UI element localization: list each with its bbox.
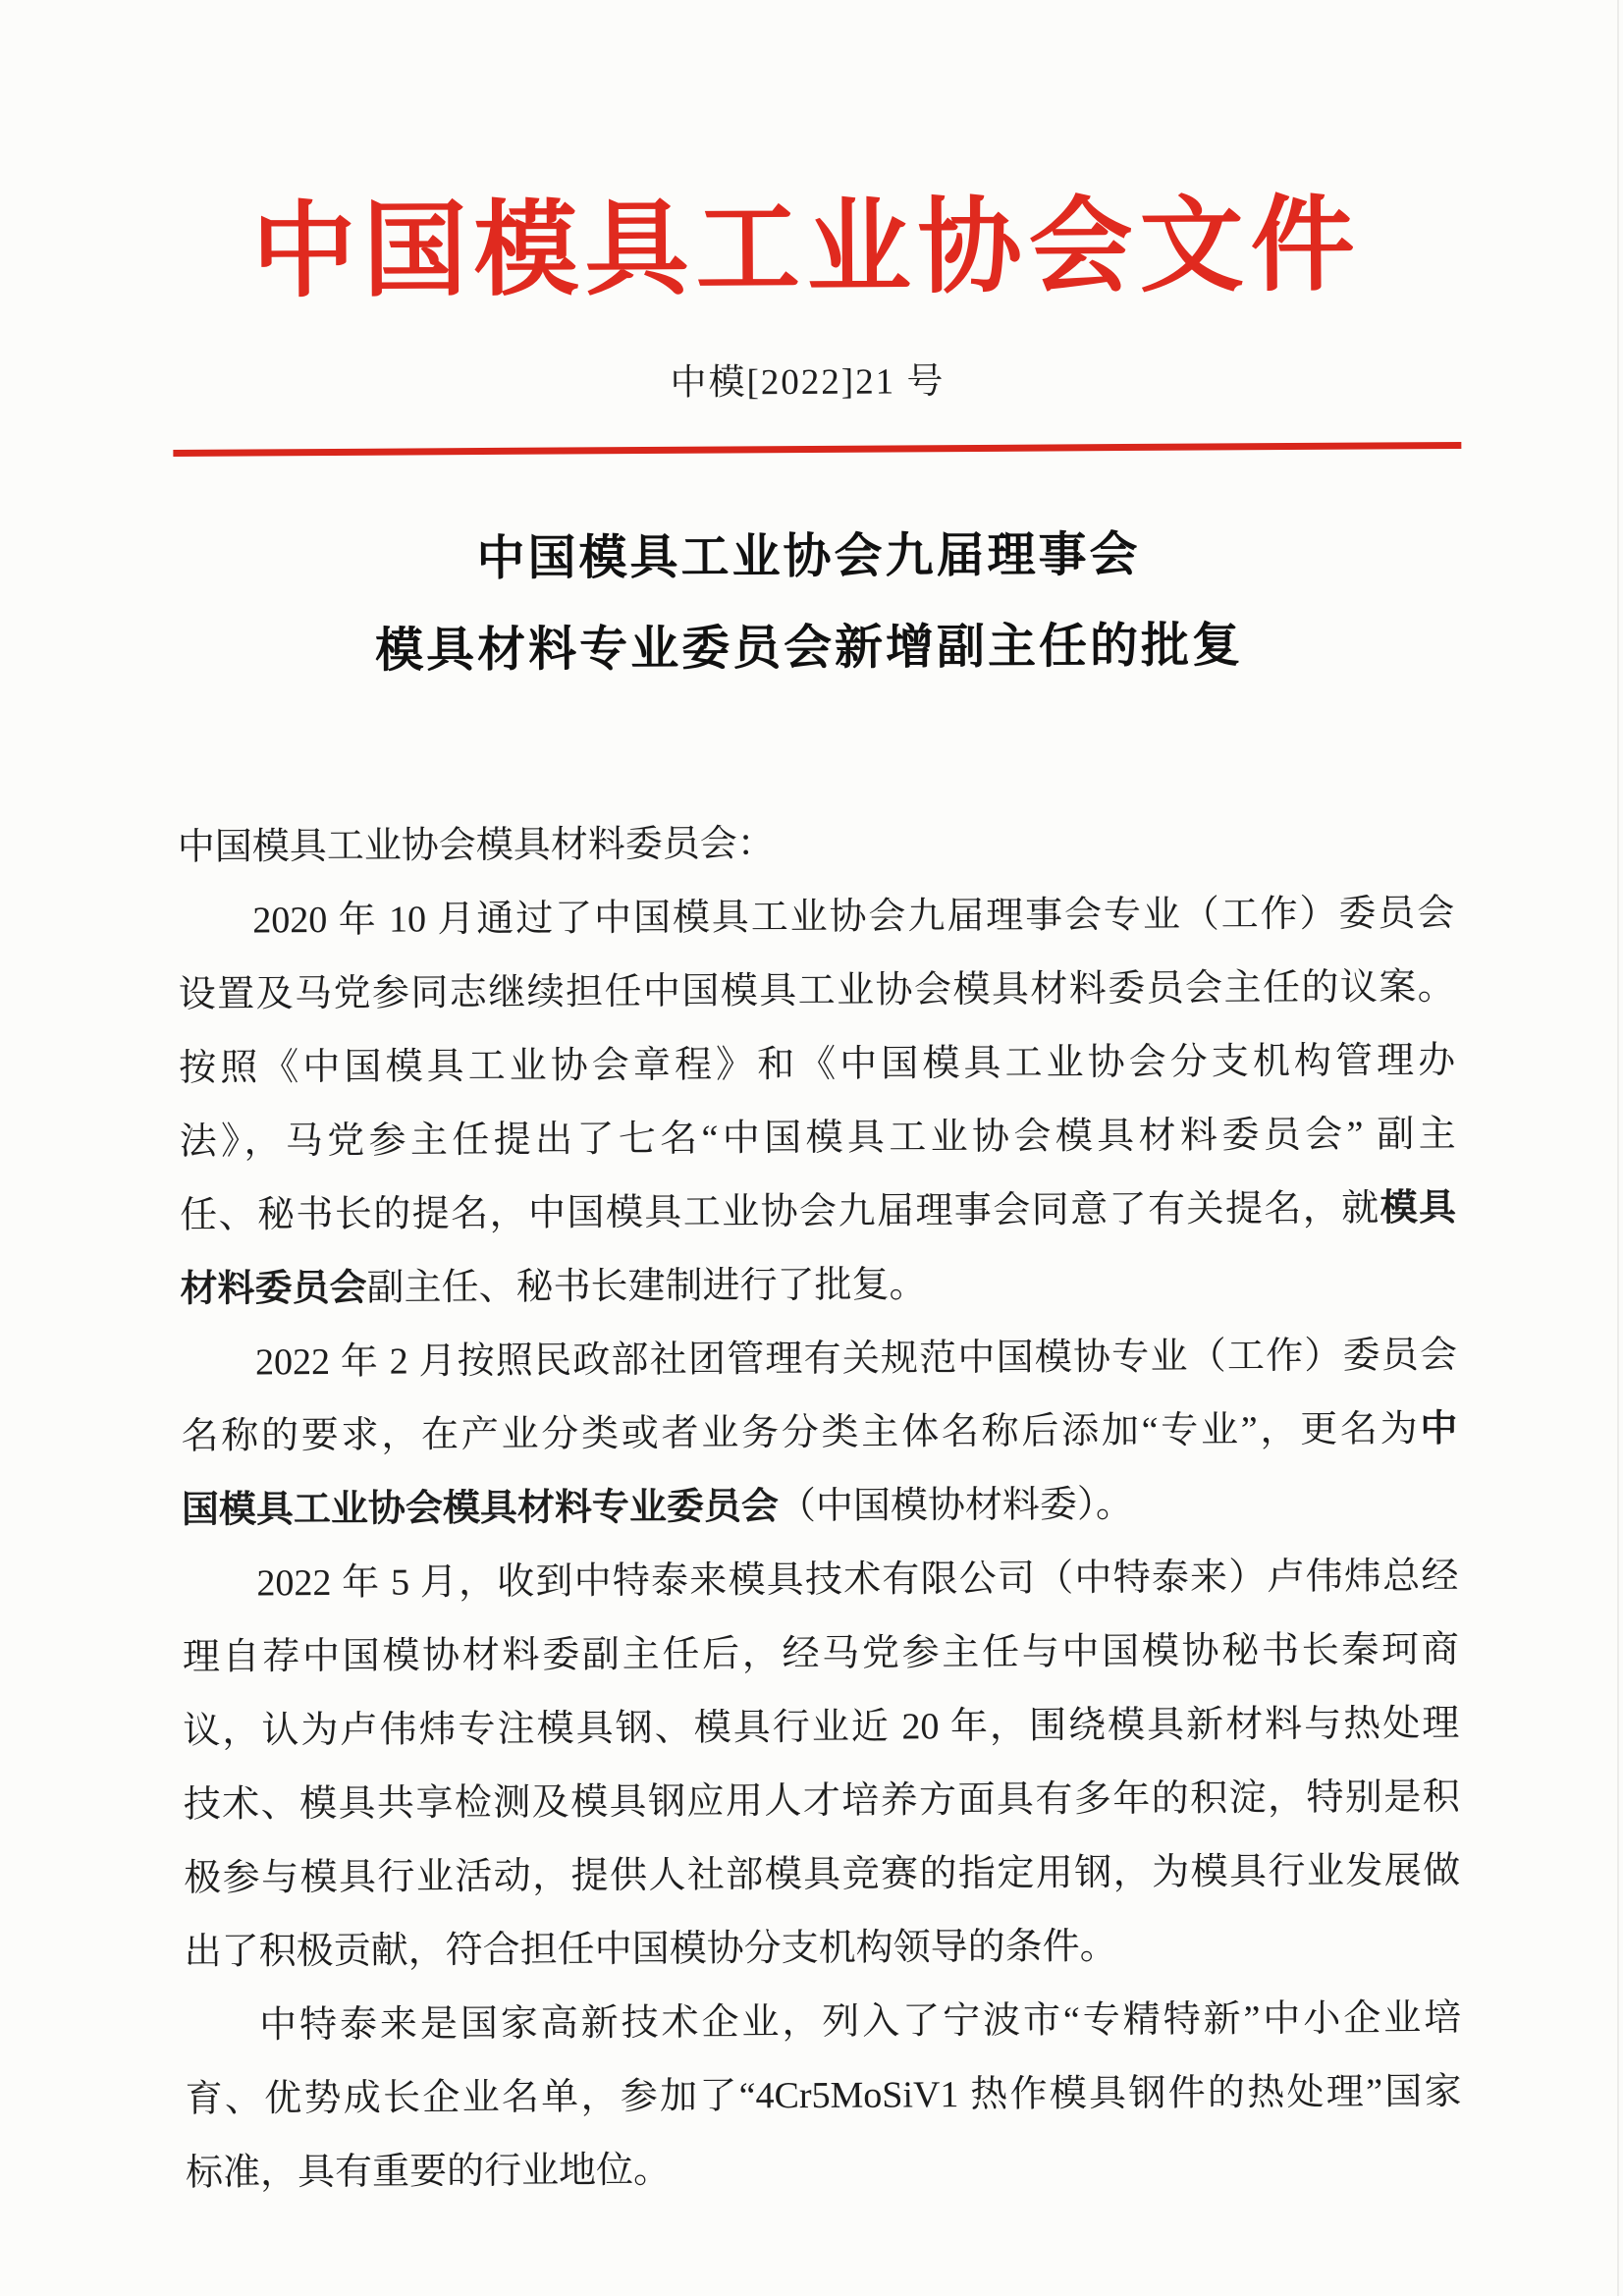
body-line — [185, 2055, 1461, 2137]
bold-text-run: 中 — [1420, 1407, 1458, 1450]
body-line — [184, 1834, 1460, 1916]
text-run: 名称的要求，在产业分类或者业务分类主体名称后添加“专业”，更名为 — [181, 1408, 1421, 1457]
text-run: 极参与模具行业活动，提供人社部模具竞赛的指定用钢，为模具行业发展做 — [184, 1849, 1461, 1899]
text-run: 按照《中国模具工业协会章程》和《中国模具工业协会分支机构管理办 — [179, 1039, 1456, 1089]
paragraph — [185, 1982, 1462, 2211]
body-line — [181, 1319, 1457, 1400]
body-line — [179, 1098, 1455, 1179]
body-line — [182, 1540, 1458, 1621]
bold-text-run: 材料委员会 — [180, 1267, 367, 1310]
text-run: （中国模协材料委）。 — [778, 1484, 1134, 1528]
paragraph — [178, 877, 1457, 1327]
text-run: 育、优势成长企业名单，参加了“4Cr5MoSiV1 热作模具钢件的热处理”国家 — [185, 2070, 1462, 2120]
body-line — [179, 951, 1455, 1032]
text-run: 设置及马党参同志继续担任中国模具工业协会模具材料委员会主任的议案。 — [178, 965, 1455, 1015]
body-line — [184, 1761, 1460, 1842]
text-run: 议，认为卢伟炜专注模具钢、模具行业近 20 年，围绕模具新材料与热处理 — [183, 1702, 1460, 1752]
body-line — [185, 1982, 1461, 2063]
body-line — [182, 1466, 1458, 1548]
letterhead-title: 中国模具工业协会文件 — [251, 188, 1362, 310]
body-line — [180, 1245, 1456, 1327]
document-title-line-2: 模具材料专业委员会新增副主任的批复 — [374, 618, 1244, 678]
document-number: 中模[2022]21 号 — [670, 361, 946, 404]
document-title — [0, 506, 1621, 698]
text-run: 任、秘书长的提名，中国模具工业协会九届理事会同意了有关提名，就 — [179, 1187, 1380, 1236]
paragraph — [181, 1319, 1458, 1548]
text-run: 副主任、秘书长建制进行了批复。 — [366, 1264, 927, 1309]
paragraph — [182, 1540, 1461, 1990]
body-line — [181, 1393, 1457, 1474]
red-divider-line — [173, 442, 1461, 457]
body-line — [179, 1024, 1455, 1106]
body-line — [178, 877, 1454, 958]
bold-text-run: 模具 — [1380, 1186, 1457, 1230]
text-run: 理自荐中国模协材料委副主任后，经马党参主任与中国模协秘书长秦珂商 — [182, 1628, 1459, 1678]
body-line — [184, 1908, 1460, 1990]
text-run: 标准，具有重要的行业地位。 — [185, 2149, 672, 2194]
text-run: 法》，马党参主任提出了七名“中国模具工业协会模具材料委员会” 副主 — [179, 1113, 1456, 1163]
text-run: 2022 年 5 月，收到中特泰来模具技术有限公司（中特泰来）卢伟炜总经 — [256, 1555, 1459, 1605]
body-line — [186, 2129, 1462, 2211]
body-line — [183, 1687, 1459, 1769]
text-run: 2020 年 10 月通过了中国模具工业协会九届理事会专业（工作）委员会 — [252, 892, 1455, 942]
salutation: 中国模具工业协会模具材料委员会： — [177, 823, 775, 868]
text-run: 出了积极贡献，符合担任中国模协分支机构领导的条件。 — [184, 1926, 1117, 1973]
document-title-line-1: 中国模具工业协会九届理事会 — [476, 526, 1141, 586]
text-run: 技术、模具共享检测及模具钢应用人才培养方面具有多年的积淀，特别是积 — [183, 1776, 1460, 1826]
body-line — [180, 1172, 1456, 1253]
text-run: 2022 年 2 月按照民政部社团管理有关规范中国模协专业（工作）委员会 — [254, 1334, 1458, 1384]
document-body — [178, 803, 1463, 2211]
body-line — [183, 1613, 1459, 1695]
body-paragraphs — [178, 877, 1462, 2211]
bold-text-run: 国模具工业协会模具材料专业委员会 — [181, 1486, 780, 1531]
text-run: 中特泰来是国家高新技术企业，列入了宁波市“专精特新”中小企业培 — [259, 1996, 1462, 2047]
